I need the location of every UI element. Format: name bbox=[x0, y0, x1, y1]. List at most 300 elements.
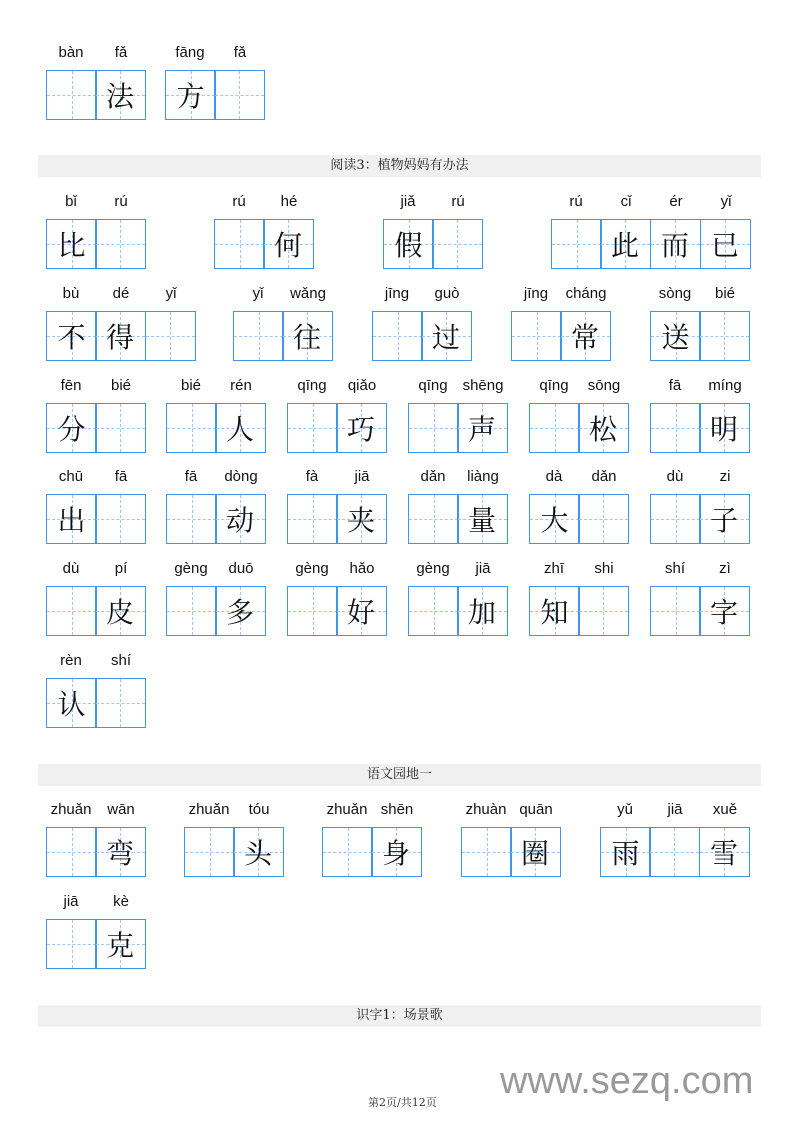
hanzi-character: 过 bbox=[431, 321, 460, 354]
hanzi-character: 圈 bbox=[520, 837, 549, 870]
hanzi-character bbox=[651, 587, 700, 635]
syllable bbox=[700, 801, 750, 877]
pinyin-label: zhī bbox=[543, 560, 564, 577]
hanzi-character: 而 bbox=[660, 229, 689, 262]
pinyin-label: wǎng bbox=[290, 285, 326, 302]
hanzi-character bbox=[146, 312, 195, 360]
word-group bbox=[184, 801, 284, 877]
syllable bbox=[322, 801, 372, 877]
writing-cell[interactable] bbox=[650, 311, 701, 361]
writing-cell[interactable] bbox=[215, 586, 266, 636]
pinyin-label: zhuàn bbox=[465, 801, 507, 818]
hanzi-character bbox=[700, 312, 749, 360]
writing-cell[interactable] bbox=[95, 827, 146, 877]
pinyin-label: yǔ bbox=[617, 801, 633, 818]
writing-cell[interactable] bbox=[95, 586, 146, 636]
pinyin-label: ér bbox=[669, 193, 683, 210]
pinyin-label: yǐ bbox=[165, 285, 177, 302]
hanzi-character bbox=[47, 71, 96, 119]
hanzi-character: 头 bbox=[243, 837, 272, 870]
hanzi-character bbox=[96, 404, 145, 452]
word-group bbox=[322, 801, 422, 877]
pinyin-label: bié bbox=[110, 377, 132, 394]
word-group bbox=[287, 560, 387, 636]
writing-cell[interactable] bbox=[46, 70, 97, 120]
pinyin-label: shēng bbox=[462, 377, 504, 394]
writing-cell[interactable] bbox=[408, 586, 459, 636]
writing-cell[interactable] bbox=[529, 403, 580, 453]
word-group bbox=[408, 560, 508, 636]
pinyin-label: jīng bbox=[523, 285, 549, 302]
writing-cell[interactable] bbox=[457, 494, 508, 544]
hanzi-character bbox=[288, 404, 337, 452]
writing-cell[interactable] bbox=[457, 403, 508, 453]
syllable bbox=[579, 560, 629, 636]
writing-cell[interactable] bbox=[165, 70, 216, 120]
pinyin-label: rú bbox=[114, 193, 128, 210]
pinyin-label: sòng bbox=[658, 285, 692, 302]
hanzi-character bbox=[288, 587, 337, 635]
word-group bbox=[46, 285, 196, 361]
pinyin-label: xuě bbox=[712, 801, 738, 818]
writing-cell[interactable] bbox=[287, 403, 338, 453]
syllable bbox=[96, 801, 146, 877]
hanzi-character: 何 bbox=[273, 229, 302, 262]
syllable bbox=[234, 801, 284, 877]
syllable bbox=[650, 468, 700, 544]
word-group bbox=[46, 560, 146, 636]
pinyin-label: dù bbox=[62, 560, 80, 577]
pinyin-label: qīng bbox=[297, 377, 327, 394]
writing-cell[interactable] bbox=[336, 494, 387, 544]
hanzi-character bbox=[167, 404, 216, 452]
pinyin-label: cǐ bbox=[620, 193, 632, 210]
writing-cell[interactable] bbox=[421, 311, 472, 361]
syllable bbox=[701, 193, 751, 269]
pinyin-label: yǐ bbox=[720, 193, 732, 210]
writing-cell[interactable] bbox=[510, 827, 561, 877]
writing-cell[interactable] bbox=[511, 311, 562, 361]
writing-cell[interactable] bbox=[432, 219, 483, 269]
pinyin-label: qīng bbox=[418, 377, 448, 394]
writing-cell[interactable] bbox=[215, 403, 266, 453]
pinyin-label: chū bbox=[58, 468, 84, 485]
hanzi-character: 声 bbox=[467, 413, 496, 446]
pinyin-label: fā bbox=[668, 377, 682, 394]
pinyin-label: cháng bbox=[565, 285, 607, 302]
hanzi-character: 认 bbox=[57, 688, 86, 721]
writing-cell[interactable] bbox=[371, 827, 422, 877]
pinyin-label: fā bbox=[114, 468, 128, 485]
writing-cell[interactable] bbox=[287, 586, 338, 636]
writing-cell[interactable] bbox=[233, 827, 284, 877]
hanzi-character bbox=[579, 587, 628, 635]
writing-cell[interactable] bbox=[145, 311, 196, 361]
word-group bbox=[529, 560, 629, 636]
pinyin-label: bǐ bbox=[65, 193, 77, 210]
hanzi-character bbox=[650, 828, 699, 876]
word-group bbox=[529, 468, 629, 544]
writing-cell[interactable] bbox=[287, 494, 338, 544]
word-group bbox=[650, 560, 750, 636]
writing-cell[interactable] bbox=[699, 403, 750, 453]
pinyin-label: qīng bbox=[539, 377, 569, 394]
syllable bbox=[433, 193, 483, 269]
word-group bbox=[287, 468, 387, 544]
hanzi-character bbox=[651, 495, 700, 543]
syllable bbox=[461, 801, 511, 877]
word-group bbox=[408, 377, 508, 453]
writing-cell[interactable] bbox=[95, 70, 146, 120]
pinyin-label: bù bbox=[62, 285, 80, 302]
pinyin-label: zhuǎn bbox=[50, 801, 92, 818]
word-group bbox=[529, 377, 629, 453]
hanzi-character: 已 bbox=[710, 229, 739, 262]
pinyin-label: hé bbox=[280, 193, 298, 210]
pinyin-label: bàn bbox=[58, 44, 84, 61]
pinyin-label: gèng bbox=[295, 560, 329, 577]
writing-cell[interactable] bbox=[95, 311, 146, 361]
pinyin-label: dé bbox=[112, 285, 130, 302]
syllable bbox=[184, 801, 234, 877]
writing-cell[interactable] bbox=[282, 311, 333, 361]
hanzi-character bbox=[323, 828, 372, 876]
hanzi-character bbox=[47, 920, 96, 968]
writing-cell[interactable] bbox=[650, 219, 701, 269]
word-group bbox=[650, 468, 750, 544]
word-group bbox=[383, 193, 483, 269]
syllable bbox=[165, 44, 215, 120]
pinyin-label: gèng bbox=[174, 560, 208, 577]
pinyin-label: zhuǎn bbox=[188, 801, 230, 818]
syllable bbox=[372, 285, 422, 361]
syllable bbox=[601, 193, 651, 269]
pinyin-label: zì bbox=[719, 560, 731, 577]
writing-cell[interactable] bbox=[408, 494, 459, 544]
pinyin-label: tóu bbox=[248, 801, 270, 818]
pinyin-label: hǎo bbox=[349, 560, 375, 577]
syllable bbox=[215, 44, 265, 120]
pinyin-label: shí bbox=[664, 560, 685, 577]
writing-cell[interactable] bbox=[46, 403, 97, 453]
writing-cell[interactable] bbox=[166, 403, 217, 453]
pinyin-label: fēn bbox=[60, 377, 82, 394]
pinyin-label: shí bbox=[110, 652, 131, 669]
writing-cell[interactable] bbox=[578, 403, 629, 453]
writing-cell[interactable] bbox=[336, 403, 387, 453]
writing-cell[interactable] bbox=[650, 586, 701, 636]
hanzi-character: 方 bbox=[176, 80, 205, 113]
writing-cell[interactable] bbox=[578, 494, 629, 544]
pinyin-label: dòng bbox=[224, 468, 258, 485]
pinyin-label: liàng bbox=[467, 468, 499, 485]
writing-cell[interactable] bbox=[46, 919, 97, 969]
syllable bbox=[46, 893, 96, 969]
writing-cell[interactable] bbox=[46, 311, 97, 361]
writing-cell[interactable] bbox=[46, 219, 97, 269]
pinyin-label: fā bbox=[184, 468, 198, 485]
writing-cell[interactable] bbox=[263, 219, 314, 269]
hanzi-character bbox=[234, 312, 283, 360]
pinyin-label: bié bbox=[714, 285, 736, 302]
writing-cell[interactable] bbox=[214, 70, 265, 120]
syllable bbox=[96, 652, 146, 728]
writing-cell[interactable] bbox=[166, 494, 217, 544]
syllable bbox=[408, 560, 458, 636]
hanzi-character bbox=[530, 404, 579, 452]
syllable bbox=[337, 468, 387, 544]
writing-cell[interactable] bbox=[336, 586, 387, 636]
hanzi-character bbox=[288, 495, 337, 543]
writing-cell[interactable] bbox=[699, 827, 750, 877]
writing-cell[interactable] bbox=[95, 219, 146, 269]
syllable bbox=[372, 801, 422, 877]
syllable bbox=[529, 377, 579, 453]
hanzi-character: 大 bbox=[540, 504, 569, 537]
hanzi-character bbox=[651, 404, 700, 452]
syllable bbox=[700, 560, 750, 636]
pinyin-label: sōng bbox=[587, 377, 621, 394]
word-group bbox=[408, 468, 508, 544]
word-group bbox=[511, 285, 611, 361]
pinyin-label: dǎn bbox=[420, 468, 446, 485]
section-header: 阅读3：植物妈妈有办法 bbox=[38, 155, 761, 177]
syllable bbox=[511, 801, 561, 877]
writing-cell[interactable] bbox=[551, 219, 602, 269]
word-group bbox=[214, 193, 314, 269]
syllable bbox=[46, 652, 96, 728]
pinyin-label: zhuǎn bbox=[326, 801, 368, 818]
writing-cell[interactable] bbox=[95, 678, 146, 728]
syllable bbox=[166, 377, 216, 453]
pinyin-label: jiā bbox=[354, 468, 370, 485]
syllable bbox=[96, 560, 146, 636]
syllable bbox=[46, 44, 96, 120]
hanzi-character bbox=[167, 587, 216, 635]
writing-cell[interactable] bbox=[700, 219, 751, 269]
syllable bbox=[422, 285, 472, 361]
hanzi-character bbox=[167, 495, 216, 543]
hanzi-character: 比 bbox=[57, 229, 86, 262]
pinyin-label: wān bbox=[107, 801, 135, 818]
word-group bbox=[46, 652, 146, 728]
hanzi-character: 雪 bbox=[709, 837, 738, 870]
pinyin-label: rú bbox=[232, 193, 246, 210]
hanzi-character bbox=[433, 220, 482, 268]
hanzi-character: 得 bbox=[105, 321, 134, 354]
hanzi-character: 不 bbox=[57, 321, 86, 354]
writing-cell[interactable] bbox=[166, 586, 217, 636]
writing-cell[interactable] bbox=[95, 919, 146, 969]
pinyin-label: dù bbox=[666, 468, 684, 485]
word-group bbox=[233, 285, 333, 361]
hanzi-character: 字 bbox=[709, 596, 738, 629]
writing-cell[interactable] bbox=[95, 494, 146, 544]
hanzi-character: 克 bbox=[105, 929, 134, 962]
syllable bbox=[579, 468, 629, 544]
syllable bbox=[216, 560, 266, 636]
syllable bbox=[233, 285, 283, 361]
pinyin-label: kè bbox=[113, 893, 129, 910]
word-group bbox=[166, 377, 266, 453]
syllable bbox=[264, 193, 314, 269]
syllable bbox=[216, 468, 266, 544]
pinyin-label: dà bbox=[545, 468, 563, 485]
syllable bbox=[408, 377, 458, 453]
pinyin-label: fǎ bbox=[114, 44, 128, 61]
hanzi-character bbox=[185, 828, 234, 876]
word-group bbox=[165, 44, 265, 120]
word-group bbox=[650, 285, 750, 361]
writing-cell[interactable] bbox=[699, 311, 750, 361]
syllable bbox=[511, 285, 561, 361]
word-group bbox=[46, 801, 146, 877]
syllable bbox=[166, 468, 216, 544]
syllable bbox=[46, 560, 96, 636]
pinyin-label: zi bbox=[719, 468, 731, 485]
writing-cell[interactable] bbox=[600, 827, 651, 877]
syllable bbox=[650, 801, 700, 877]
word-group bbox=[600, 801, 750, 877]
syllable bbox=[287, 560, 337, 636]
hanzi-character bbox=[409, 587, 458, 635]
syllable bbox=[46, 193, 96, 269]
pinyin-label: jiā bbox=[475, 560, 491, 577]
syllable bbox=[166, 560, 216, 636]
writing-cell[interactable] bbox=[560, 311, 611, 361]
syllable bbox=[650, 377, 700, 453]
syllable bbox=[408, 468, 458, 544]
syllable bbox=[458, 468, 508, 544]
writing-cell[interactable] bbox=[46, 678, 97, 728]
writing-cell[interactable] bbox=[461, 827, 512, 877]
hanzi-character: 夹 bbox=[346, 504, 375, 537]
writing-cell[interactable] bbox=[457, 586, 508, 636]
hanzi-character bbox=[409, 495, 458, 543]
writing-cell[interactable] bbox=[184, 827, 235, 877]
hanzi-character: 雨 bbox=[611, 837, 640, 870]
syllable bbox=[146, 285, 196, 361]
writing-cell[interactable] bbox=[233, 311, 284, 361]
syllable bbox=[551, 193, 601, 269]
writing-cell[interactable] bbox=[215, 494, 266, 544]
syllable bbox=[383, 193, 433, 269]
section-header: 识字1：场景歌 bbox=[38, 1005, 761, 1027]
writing-cell[interactable] bbox=[46, 827, 97, 877]
hanzi-character: 假 bbox=[394, 229, 423, 262]
pinyin-label: rén bbox=[230, 377, 252, 394]
syllable bbox=[46, 377, 96, 453]
hanzi-character: 多 bbox=[225, 596, 254, 629]
hanzi-character: 分 bbox=[57, 413, 86, 446]
syllable bbox=[96, 193, 146, 269]
writing-cell[interactable] bbox=[383, 219, 434, 269]
pinyin-label: guò bbox=[434, 285, 460, 302]
word-group bbox=[46, 893, 146, 969]
section-header: 语文园地一 bbox=[38, 764, 761, 786]
writing-cell[interactable] bbox=[600, 219, 651, 269]
pinyin-label: míng bbox=[708, 377, 742, 394]
pinyin-label: gèng bbox=[416, 560, 450, 577]
writing-cell[interactable] bbox=[650, 494, 701, 544]
writing-cell[interactable] bbox=[408, 403, 459, 453]
hanzi-character: 动 bbox=[225, 504, 254, 537]
pinyin-label: duō bbox=[228, 560, 254, 577]
writing-cell[interactable] bbox=[650, 403, 701, 453]
syllable bbox=[96, 44, 146, 120]
hanzi-character: 量 bbox=[467, 504, 496, 537]
hanzi-character: 出 bbox=[57, 504, 86, 537]
syllable bbox=[96, 377, 146, 453]
hanzi-character: 人 bbox=[225, 413, 254, 446]
hanzi-character bbox=[215, 220, 264, 268]
pinyin-label: rú bbox=[569, 193, 583, 210]
word-group bbox=[650, 377, 750, 453]
syllable bbox=[650, 560, 700, 636]
hanzi-character: 好 bbox=[346, 596, 375, 629]
word-group bbox=[166, 468, 266, 544]
syllable bbox=[96, 893, 146, 969]
pinyin-label: bié bbox=[180, 377, 202, 394]
writing-cell[interactable] bbox=[214, 219, 265, 269]
writing-cell[interactable] bbox=[699, 494, 750, 544]
syllable bbox=[287, 468, 337, 544]
hanzi-character: 知 bbox=[540, 596, 569, 629]
syllable bbox=[651, 193, 701, 269]
pinyin-label: jiā bbox=[667, 801, 683, 818]
syllable bbox=[700, 285, 750, 361]
writing-cell[interactable] bbox=[699, 586, 750, 636]
hanzi-character: 往 bbox=[292, 321, 321, 354]
syllable bbox=[337, 560, 387, 636]
hanzi-character bbox=[552, 220, 601, 268]
syllable bbox=[46, 468, 96, 544]
writing-cell[interactable] bbox=[578, 586, 629, 636]
pinyin-label: rú bbox=[451, 193, 465, 210]
hanzi-character bbox=[579, 495, 628, 543]
syllable bbox=[579, 377, 629, 453]
pinyin-label: shēn bbox=[380, 801, 414, 818]
pinyin-label: jiǎ bbox=[400, 193, 416, 210]
pinyin-label: jīng bbox=[384, 285, 410, 302]
writing-cell[interactable] bbox=[372, 311, 423, 361]
syllable bbox=[561, 285, 611, 361]
pinyin-label: fà bbox=[305, 468, 319, 485]
word-group bbox=[461, 801, 561, 877]
hanzi-character: 皮 bbox=[105, 596, 134, 629]
writing-cell[interactable] bbox=[46, 586, 97, 636]
syllable bbox=[96, 285, 146, 361]
writing-cell[interactable] bbox=[95, 403, 146, 453]
syllable bbox=[46, 285, 96, 361]
writing-cell[interactable] bbox=[322, 827, 373, 877]
writing-cell[interactable] bbox=[649, 827, 700, 877]
hanzi-character: 巧 bbox=[346, 413, 375, 446]
word-group bbox=[166, 560, 266, 636]
pinyin-label: yǐ bbox=[252, 285, 264, 302]
word-group bbox=[46, 468, 146, 544]
pinyin-label: dǎn bbox=[591, 468, 617, 485]
syllable bbox=[283, 285, 333, 361]
pinyin-label: shi bbox=[594, 560, 614, 577]
hanzi-character bbox=[47, 587, 96, 635]
hanzi-character: 松 bbox=[588, 413, 617, 446]
writing-cell[interactable] bbox=[529, 586, 580, 636]
writing-cell[interactable] bbox=[46, 494, 97, 544]
writing-cell[interactable] bbox=[529, 494, 580, 544]
syllable bbox=[700, 468, 750, 544]
word-group bbox=[46, 193, 146, 269]
